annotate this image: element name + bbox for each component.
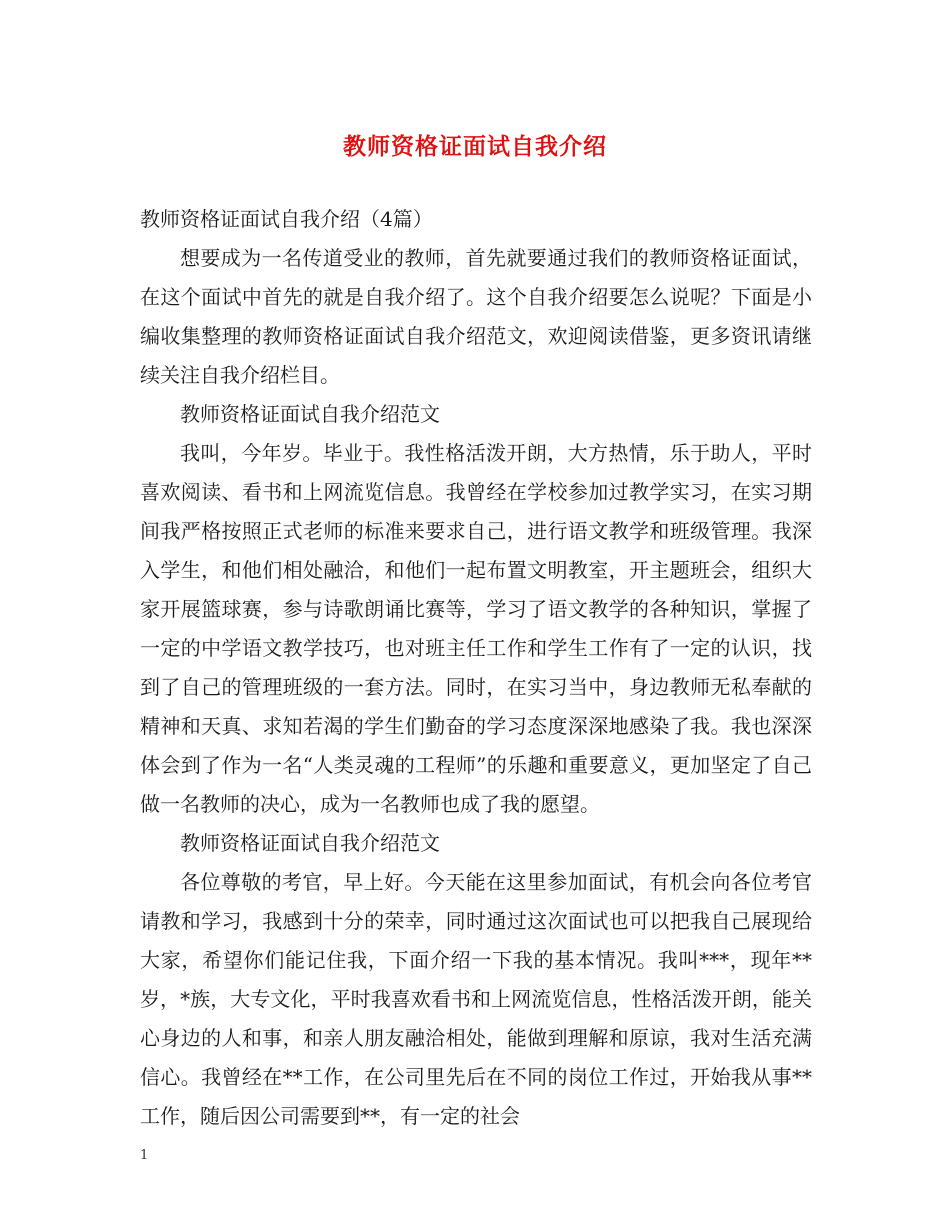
document-body	[140, 200, 812, 1136]
paragraph-sample-2: 各位尊敬的考官，早上好。今天能在这里参加面试，有机会向各位考官请教和学习，我感到十分的荣幸，同时通过这次面试也可以把我自己展现给大家，希望你们能记住我，下面介绍一下我的基本情况。我叫***，现年**岁，*族，大专文化，平时我喜欢看书和上网流览信息，性格活泼开朗，能关心身边的人和事，和亲人朋友融洽相处，能做到理解和原谅，我对生活充满信心。我曾经在**工作，在公司里先后在不同的岗位工作过，开始我从事**工作，随后因公司需要到**，有一定的社会	[140, 870, 812, 1128]
paragraph-sample-1: 我叫，今年岁。毕业于。我性格活泼开朗，大方热情，乐于助人，平时喜欢阅读、看书和上网流览信息。我曾经在学校参加过教学实习，在实习期间我严格按照正式老师的标准来要求自己，进行语文教学和班级管理。我深入学生，和他们相处融洽，和他们一起布置文明教室，开主题班会，组织大家开展篮球赛，参与诗歌朗诵比赛等，学习了语文教学的各种知识，掌握了一定的中学语文教学技巧，也对班主任工作和学生工作有了一定的认识，找到了自己的管理班级的一套方法。同时，在实习当中，身边教师无私奉献的精神和天真、求知若渴的学生们勤奋的学习态度深深地感染了我。我也深深体会到了作为一名“人类灵魂的工程师”的乐趣和重要意义，更加坚定了自己做一名教师的决心，成为一名教师也成了我的愿望。	[140, 441, 812, 816]
paragraph-intro: 想要成为一名传道受业的教师，首先就要通过我们的教师资格证面试，在这个面试中首先的就是自我介绍了。这个自我介绍要怎么说呢？下面是小编收集整理的教师资格证面试自我介绍范文，欢迎阅读借鉴，更多资讯请继续关注自我介绍栏目。	[140, 246, 812, 387]
section-heading-2: 教师资格证面试自我介绍范文	[180, 831, 440, 855]
page-number: 1	[140, 1148, 149, 1163]
paragraph-subtitle: 教师资格证面试自我介绍（4篇）	[140, 207, 433, 231]
section-heading-1: 教师资格证面试自我介绍范文	[180, 402, 440, 426]
document-title: 教师资格证面试自我介绍	[343, 133, 607, 160]
